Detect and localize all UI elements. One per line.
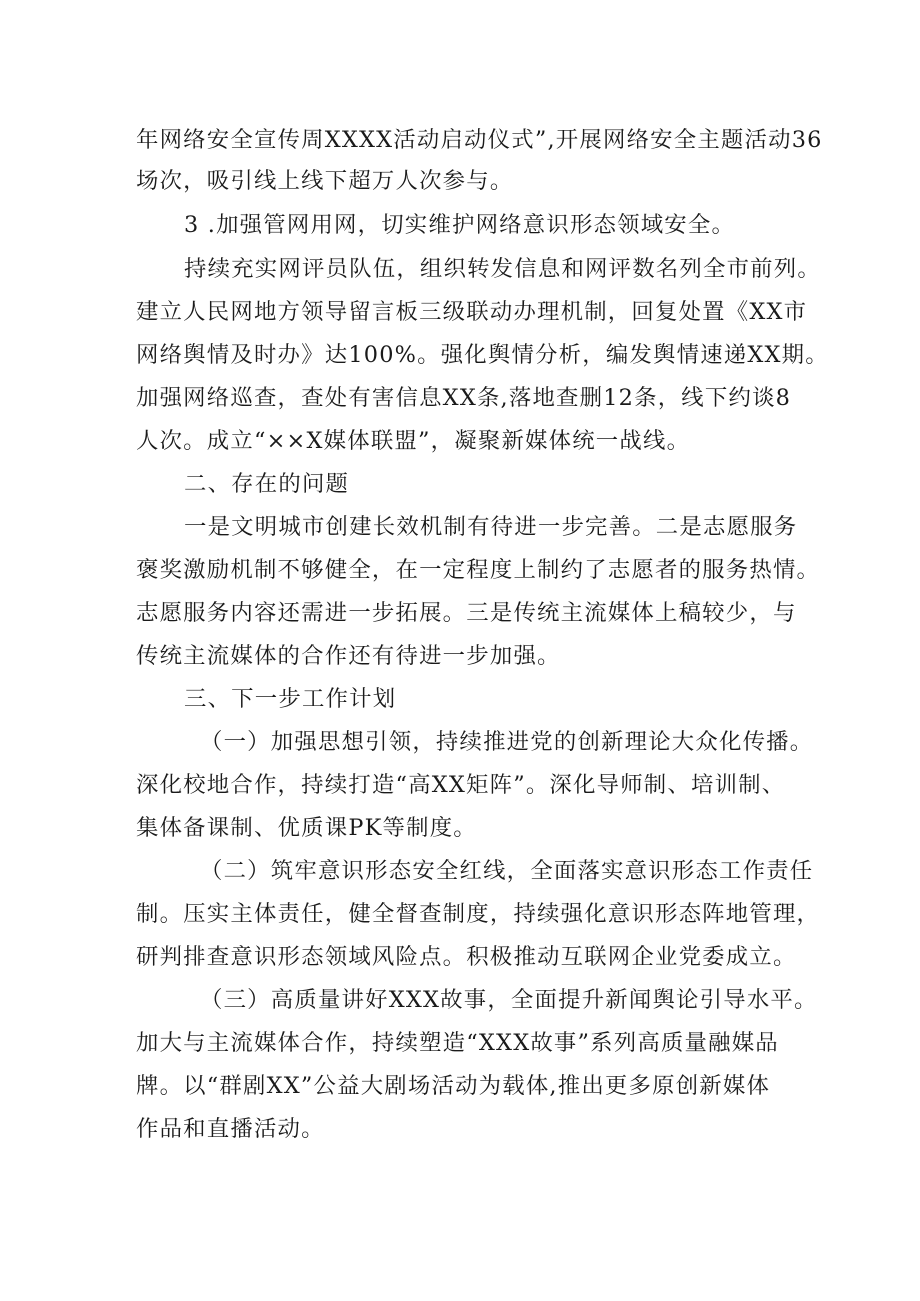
text-line: 网络舆情及时办》达100%。强化舆情分析，编发舆情速递XX期。 — [136, 342, 829, 368]
text-line: 深化校地合作，持续打造“高XX矩阵”。深化导师制、培训制、 — [136, 772, 786, 798]
section-heading: 二、存在的问题 — [184, 471, 350, 497]
subsection-heading: （一）加强思想引领，持续推进党的创新理论大众化传播。 — [200, 729, 814, 755]
text-line: 持续充实网评员队伍，组织转发信息和网评数名列全市前列。 — [184, 256, 821, 282]
subsection-heading: （二）筑牢意识形态安全红线，全面落实意识形态工作责任 — [200, 858, 814, 884]
text-line: 一是文明城市创建长效机制有待进一步完善。二是志愿服务 — [184, 514, 798, 540]
text-line: 志愿服务内容还需进一步拓展。三是传统主流媒体上稿较少，与 — [136, 600, 797, 626]
text-line: 集体备课制、优质课PK等制度。 — [136, 815, 477, 841]
text-line: 传统主流媒体的合作还有待进一步加强。 — [136, 643, 561, 669]
text-line: 人次。成立“××X媒体联盟”，凝聚新媒体统一战线。 — [136, 428, 691, 454]
section-heading: 三、下一步工作计划 — [184, 686, 397, 712]
text-line: 褒奖激励机制不够健全，在一定程度上制约了志愿者的服务热情。 — [136, 557, 821, 583]
text-line: 作品和直播活动。 — [136, 1116, 325, 1142]
section-heading: 3 .加强管网用网，切实维护网络意识形态领域安全。 — [184, 212, 736, 238]
text-line: 制。压实主体责任，健全督查制度，持续强化意识形态阵地管理， — [136, 901, 821, 927]
text-line: 加大与主流媒体合作，持续塑造“XXX故事”系列高质量融媒品 — [136, 1030, 779, 1056]
text-line: 年网络安全宣传周XXXX活动启动仪式”,开展网络安全主题活动36 — [136, 127, 823, 153]
text-line: 场次，吸引线上线下超万人次参与。 — [136, 168, 514, 194]
subsection-heading: （三）高质量讲好XXX故事，全面提升新闻舆论引导水平。 — [200, 987, 818, 1013]
text-line: 加强网络巡查，查处有害信息XX条,落地查删12条，线下约谈8 — [136, 385, 792, 411]
text-line: 牌。以“群剧XX”公益大剧场活动为载体,推出更多原创新媒体 — [136, 1073, 771, 1099]
text-line: 研判排查意识形态领域风险点。积极推动互联网企业党委成立。 — [136, 944, 797, 970]
text-line: 建立人民网地方领导留言板三级联动办理机制，回复处置《XX市 — [136, 299, 808, 325]
